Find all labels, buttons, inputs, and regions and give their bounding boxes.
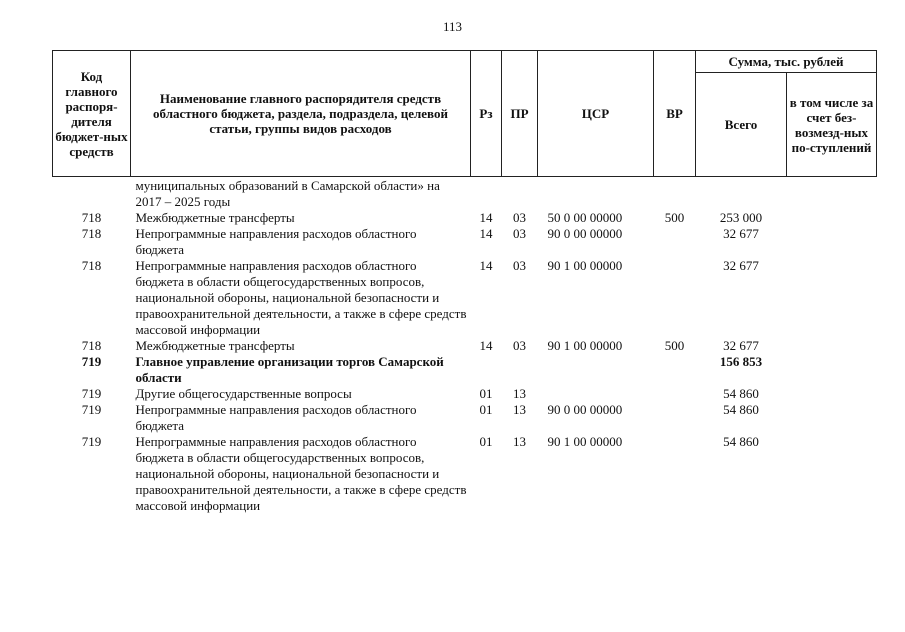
table-header xyxy=(53,51,877,177)
cell-name: Межбюджетные трансферты xyxy=(135,210,295,225)
cell-free xyxy=(787,434,877,514)
table-row xyxy=(53,177,877,211)
cell-name: Непрограммные направления расходов областного бюджета в области общегосударственных вопросов, национальной обороны, национальной безопасности и правоохранительной деятельности, а также в сфере средств массовой информации xyxy=(135,258,467,337)
cell-csr: 90 0 00 00000 xyxy=(547,402,623,417)
cell-rz: 14 xyxy=(479,210,493,225)
cell-vr xyxy=(654,386,696,402)
cell-name: Непрограммные направления расходов областного бюджета в области общегосударственных вопросов, национальной обороны, национальной безопасности и правоохранительной деятельности, а также в сфере средств массовой информации xyxy=(135,434,467,513)
cell-csr xyxy=(538,354,654,386)
cell-pr: 03 xyxy=(513,258,526,273)
cell-free xyxy=(787,338,877,354)
header-vr: ВР xyxy=(654,51,696,177)
cell-total: 156 853 xyxy=(719,354,763,369)
cell-name: Непрограммные направления расходов областного бюджета xyxy=(135,226,417,257)
table-row xyxy=(53,226,877,258)
cell-rz: 14 xyxy=(479,226,493,241)
cell-name: Непрограммные направления расходов областного бюджета xyxy=(135,402,417,433)
cell-rz: 01 xyxy=(479,434,493,449)
cell-name: Главное управление организации торгов Самарской области xyxy=(135,354,444,385)
cell-free xyxy=(787,402,877,434)
cell-csr xyxy=(538,177,654,211)
table-row xyxy=(53,354,877,386)
cell-rz xyxy=(471,177,502,211)
header-total: Всего xyxy=(696,73,787,177)
header-code: Код главного распоря-дителя бюджет-ных средств xyxy=(53,51,131,177)
cell-code: 719 xyxy=(81,402,102,417)
header-sum: Сумма, тыс. рублей xyxy=(696,51,877,73)
cell-total: 54 860 xyxy=(723,434,759,449)
table-body xyxy=(53,177,877,515)
table-row xyxy=(53,258,877,338)
cell-vr xyxy=(654,434,696,514)
table-row xyxy=(53,386,877,402)
header-csr: ЦСР xyxy=(538,51,654,177)
cell-code xyxy=(53,177,131,211)
cell-rz xyxy=(471,354,502,386)
page-number: 113 xyxy=(442,19,463,34)
cell-code: 719 xyxy=(81,354,102,369)
cell-vr: 500 xyxy=(664,338,685,353)
cell-vr xyxy=(654,177,696,211)
cell-pr: 13 xyxy=(513,402,526,417)
header-rz: Рз xyxy=(471,51,502,177)
cell-free xyxy=(787,226,877,258)
table-row xyxy=(53,338,877,354)
cell-pr xyxy=(502,177,538,211)
header-pr: ПР xyxy=(502,51,538,177)
cell-vr xyxy=(654,402,696,434)
table-row xyxy=(53,210,877,226)
cell-vr: 500 xyxy=(664,210,685,225)
cell-csr: 90 1 00 00000 xyxy=(547,434,623,449)
cell-rz: 14 xyxy=(479,338,493,353)
cell-total: 54 860 xyxy=(723,386,759,401)
cell-code: 718 xyxy=(81,258,102,273)
cell-free xyxy=(787,258,877,338)
cell-free xyxy=(787,177,877,211)
cell-name: Другие общегосударственные вопросы xyxy=(135,386,352,401)
cell-pr: 13 xyxy=(513,386,526,401)
cell-csr: 90 1 00 00000 xyxy=(547,258,623,273)
cell-pr: 03 xyxy=(513,338,526,353)
cell-csr: 90 1 00 00000 xyxy=(547,338,623,353)
cell-csr: 90 0 00 00000 xyxy=(547,226,623,241)
cell-total: 32 677 xyxy=(723,258,759,273)
cell-pr: 03 xyxy=(513,210,526,225)
cell-rz: 01 xyxy=(479,402,493,417)
cell-code: 719 xyxy=(81,386,102,401)
table-row xyxy=(53,434,877,514)
cell-name: муниципальных образований в Самарской области» на 2017 – 2025 годы xyxy=(135,178,440,209)
cell-vr xyxy=(654,354,696,386)
cell-total: 32 677 xyxy=(723,226,759,241)
cell-code: 718 xyxy=(81,210,102,225)
header-free: в том числе за счет без-возмезд-ных по-ступлений xyxy=(787,73,877,177)
cell-total: 32 677 xyxy=(723,338,759,353)
table-row xyxy=(53,402,877,434)
cell-pr: 13 xyxy=(513,434,526,449)
cell-code: 719 xyxy=(81,434,102,449)
cell-code: 718 xyxy=(81,226,102,241)
cell-free xyxy=(787,386,877,402)
cell-csr xyxy=(538,386,654,402)
cell-pr xyxy=(502,354,538,386)
cell-total xyxy=(696,177,787,211)
cell-vr xyxy=(654,226,696,258)
cell-rz: 01 xyxy=(479,386,493,401)
cell-vr xyxy=(654,258,696,338)
cell-total: 253 000 xyxy=(719,210,763,225)
cell-rz: 14 xyxy=(479,258,493,273)
cell-free xyxy=(787,210,877,226)
budget-table xyxy=(52,50,877,514)
cell-free xyxy=(787,354,877,386)
cell-code: 718 xyxy=(81,338,102,353)
cell-pr: 03 xyxy=(513,226,526,241)
cell-name: Межбюджетные трансферты xyxy=(135,338,295,353)
header-name: Наименование главного распорядителя средств областного бюджета, раздела, подраздела, целевой статьи, группы видов расходов xyxy=(131,51,471,177)
cell-csr: 50 0 00 00000 xyxy=(547,210,623,225)
cell-total: 54 860 xyxy=(723,402,759,417)
